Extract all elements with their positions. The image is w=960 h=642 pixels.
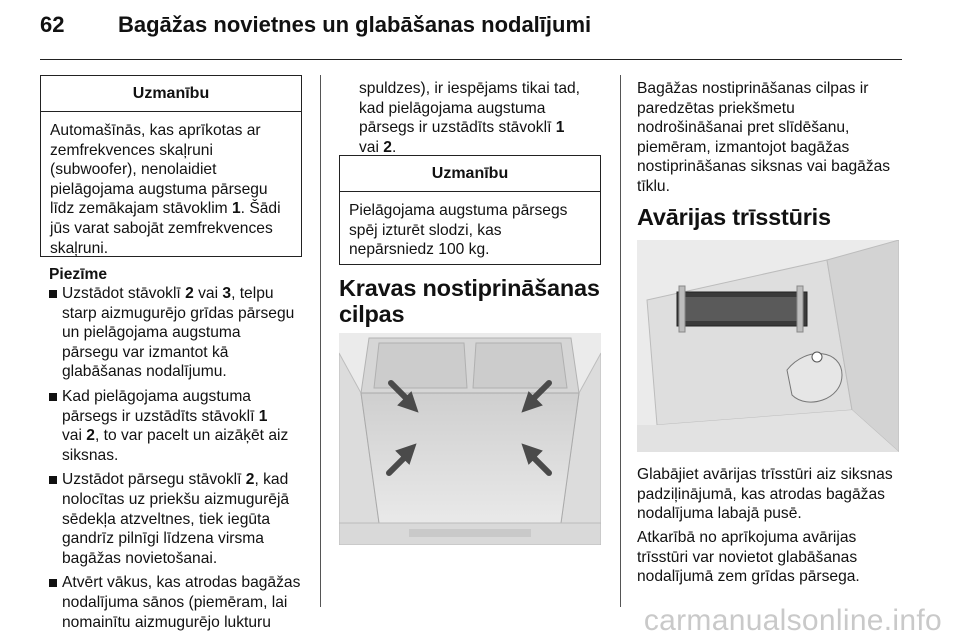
caution-text	[41, 112, 301, 266]
list-item: Uzstādot stāvoklī 2 vai 3, telpu starp aizmugurējo grīdas pārsegu un pielāgojama augstuma pārsegu var izmantot kā glabāšanas nodalījumu.	[49, 284, 311, 382]
lashing-eyes-paragraph: Bagāžas nostiprināšanas cilpas ir paredzētas priekšmetu nodrošināšanai pret slīdēšanu, piemēram, izmantojot bagāžas nostiprināšanas siksnas vai bagāžas tīklu.	[637, 80, 891, 195]
caution-line: skaļruni.	[50, 239, 109, 257]
bullet-square-icon	[49, 476, 57, 484]
bullet-square-icon	[49, 393, 57, 401]
bullet-square-icon	[49, 579, 57, 587]
list-item: Atvērt vākus, kas atrodas bagāžas nodalījuma sānos (piemēram, lai nomainītu aizmugurējo lukturu	[49, 573, 311, 632]
section-heading-warning-triangle: Avārijas trīsstūris	[637, 204, 831, 230]
warning-triangle-paragraph-1: Glabājiet avārijas trīsstūri aiz siksnas padziļinājumā, kas atrodas bagāžas nodalījuma labajā pusē.	[637, 466, 893, 523]
caution-box-subwoofer	[40, 75, 302, 257]
caution-line: zemfrekvences skaļruni	[50, 141, 213, 159]
note-list	[49, 284, 311, 632]
column-divider-1	[320, 75, 321, 607]
note-section	[49, 266, 311, 637]
section-heading-lashing-eyes: Kravas nostiprināšanas cilpas	[339, 275, 600, 327]
cargo-lashing-illustration	[339, 333, 601, 545]
warning-triangle-paragraph-2: Atkarībā no aprīkojuma avārijas trīsstūri var novietot glabāšanas nodalījumā zem grīdas pārsega.	[637, 529, 860, 586]
caution-title: Uzmanību	[41, 76, 301, 112]
list-item: Uzstādot pārsegu stāvoklī 2, kad nolocītas uz priekšu aizmugurējā sēdekļa atzveltnes, tiek iegūta gandrīz pilnīgi līdzena virsma bagāžas novietošanai.	[49, 470, 311, 568]
column-divider-2	[620, 75, 621, 607]
bullet-square-icon	[49, 290, 57, 298]
header-rule	[40, 59, 902, 60]
continued-text: spuldzes), ir iespējams tikai tad, kad pielāgojama augstuma pārsegs ir uzstādīts stāvoklī 1 vai 2.	[359, 80, 581, 156]
warning-triangle-illustration	[637, 240, 899, 452]
page-number: 62	[40, 12, 65, 37]
caution-box-load	[339, 155, 601, 265]
note-title: Piezīme	[49, 266, 108, 283]
caution-line: (subwoofer), nenolaidiet	[50, 161, 217, 179]
caution-title: Uzmanību	[340, 156, 600, 192]
watermark: carmanualsonline.info	[643, 604, 942, 637]
caution-line: Automašīnās, kas aprīkotas ar	[50, 122, 261, 139]
caution-line: pielāgojama augstuma pārsegu	[50, 180, 268, 198]
page-title: Bagāžas novietnes un glabāšanas nodalījumi	[118, 12, 592, 37]
caution-line: jūs varat sabojāt zemfrekvences	[50, 219, 273, 237]
caution-text: Pielāgojama augstuma pārsegs spēj izturēt slodzi, kas nepārsniedz 100 kg.	[349, 202, 568, 259]
caution-line: līdz zemākajam stāvoklim 1. Šādi	[50, 200, 281, 218]
list-item: Kad pielāgojama augstuma pārsegs ir uzstādīts stāvoklī 1 vai 2, to var pacelt un aizāķēt aiz siksnas.	[49, 387, 311, 465]
